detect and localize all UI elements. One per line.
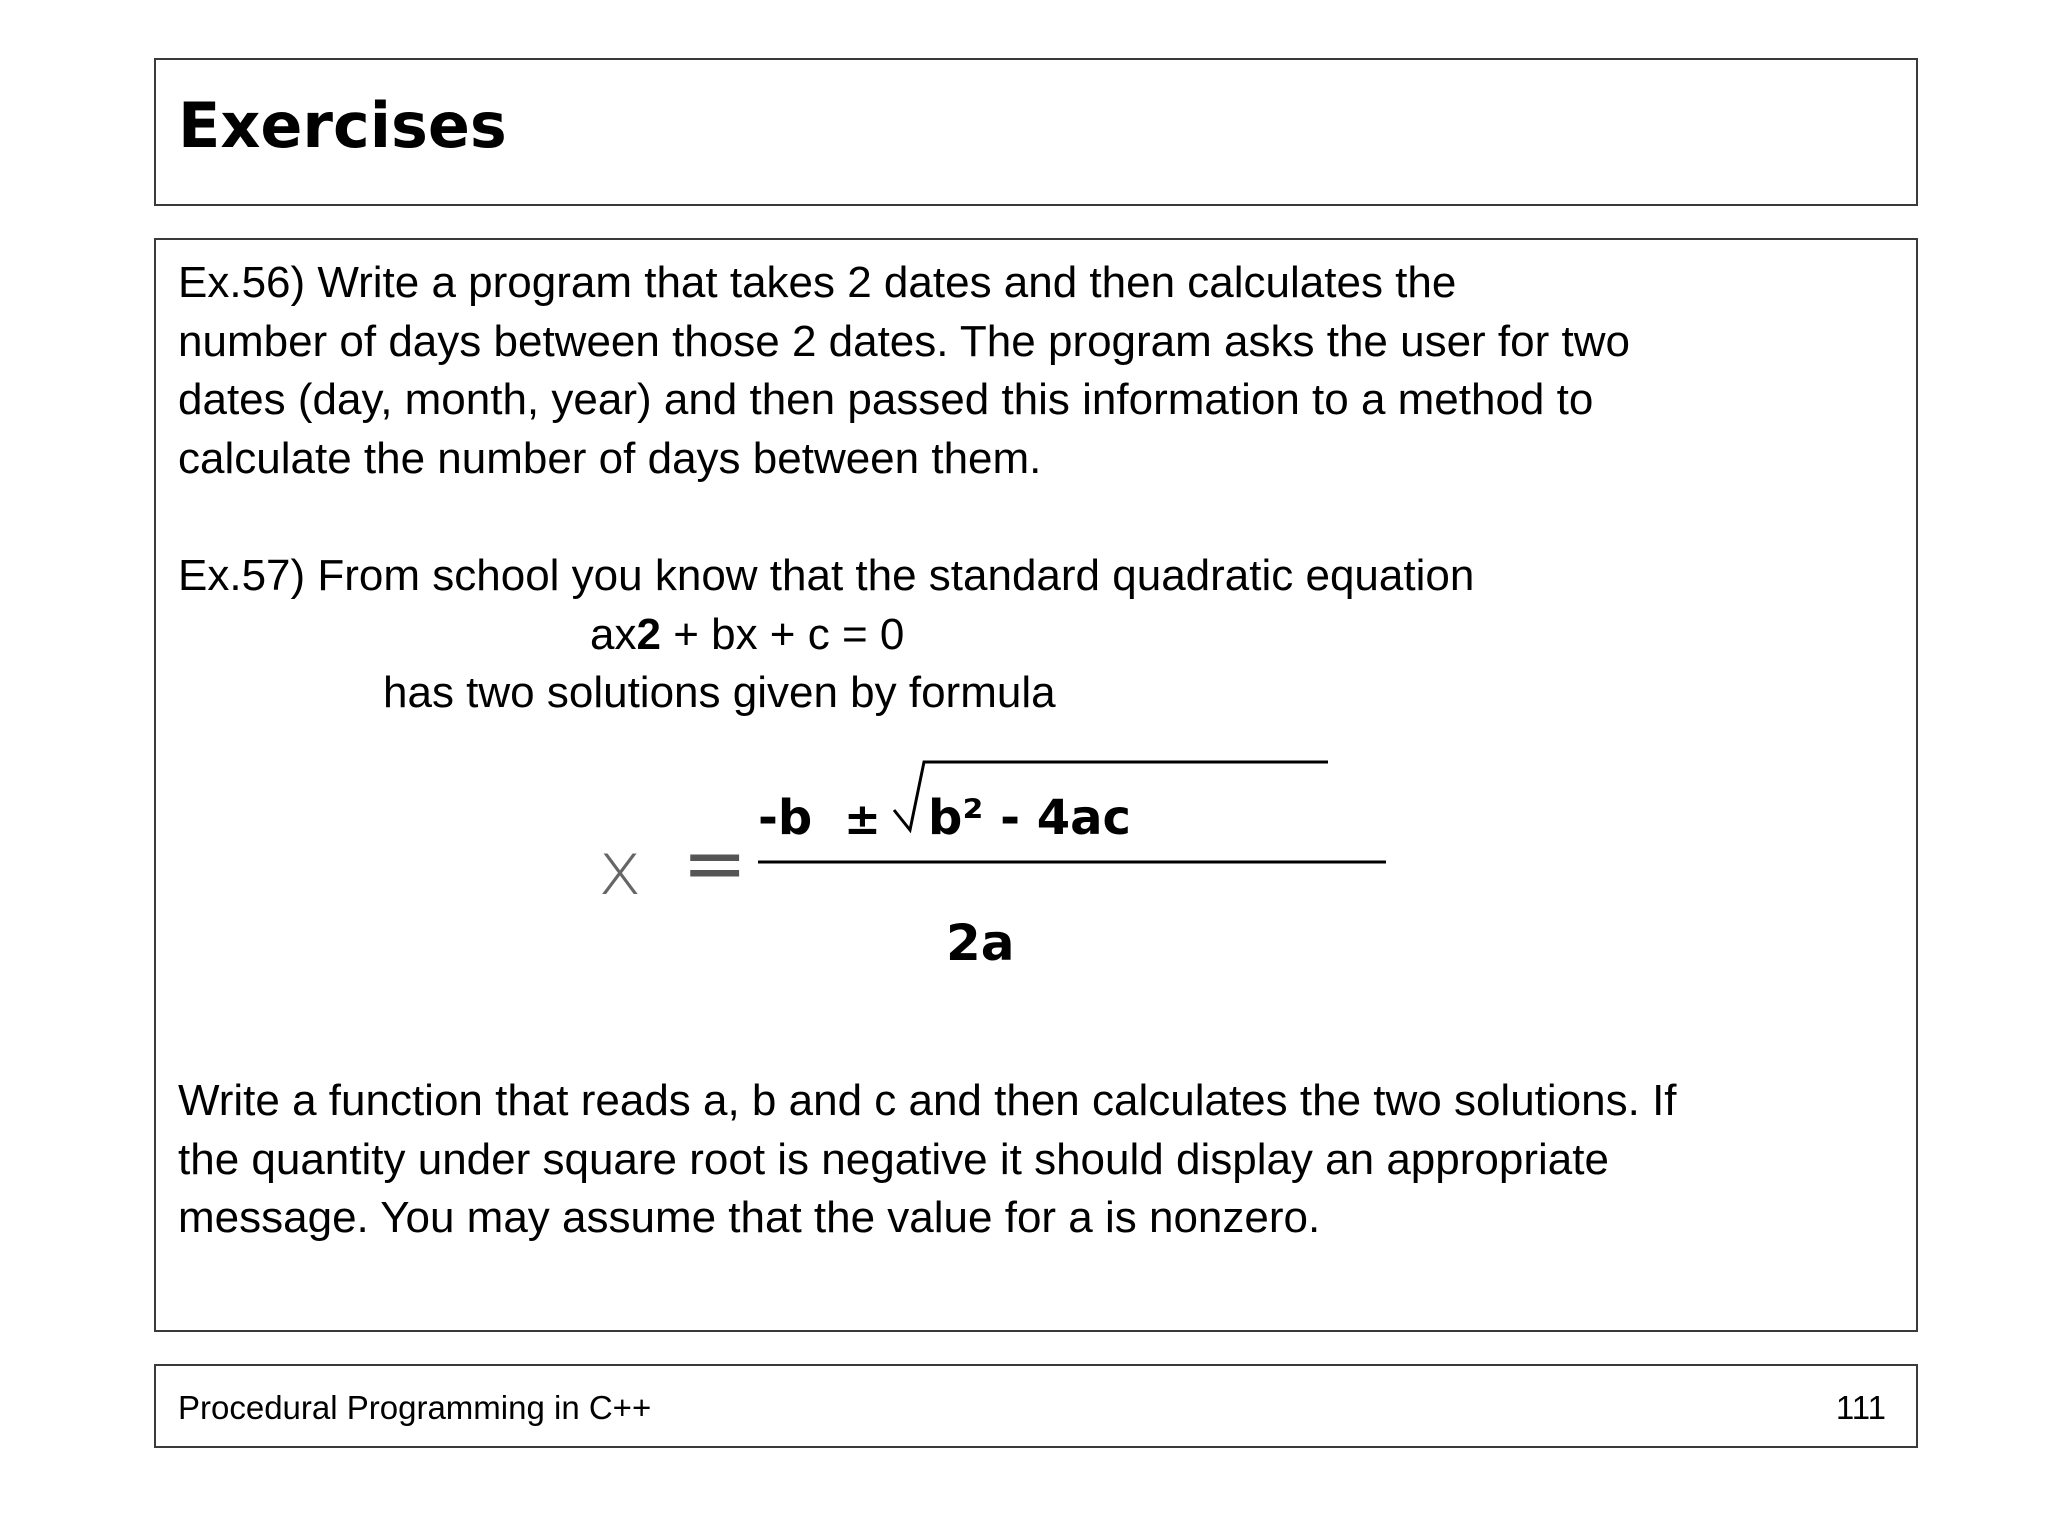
footer-panel xyxy=(154,1364,1918,1448)
quadratic-formula xyxy=(576,740,1396,1000)
ex56-line: calculate the number of days between them. xyxy=(178,433,1042,483)
formula-denominator: 2a xyxy=(946,914,1015,972)
ex56-line: Ex.56) Write a program that takes 2 dates and then calculates the xyxy=(178,258,1457,307)
formula-equals: = xyxy=(682,819,748,909)
content-panel xyxy=(154,238,1918,1332)
exercise-57-task xyxy=(178,1072,1677,1248)
task-line: Write a function that reads a, b and c and then calculates the two solutions. If xyxy=(178,1076,1677,1125)
formula-neg-b: -b xyxy=(758,790,813,846)
page-number: 111 xyxy=(1835,1389,1886,1426)
footer-course-title: Procedural Programming in C++ xyxy=(178,1389,652,1426)
formula-plus-minus: ± xyxy=(844,794,881,845)
formula-radicand: b² - 4ac xyxy=(928,790,1131,846)
exercise-56-text xyxy=(178,254,1630,488)
ex56-line: number of days between those 2 dates. The program asks the user for two xyxy=(178,316,1630,366)
solutions-text: has two solutions given by formula xyxy=(383,668,1056,717)
task-line: the quantity under square root is negative it should display an appropriate xyxy=(178,1134,1609,1184)
equation-rest: + bx + c = 0 xyxy=(660,610,905,659)
quadratic-equation xyxy=(590,606,904,665)
equation-exponent: 2 xyxy=(636,610,661,659)
ex56-line: dates (day, month, year) and then passed this information to a method to xyxy=(178,375,1594,424)
slide-title: Exercises xyxy=(178,89,507,162)
title-panel xyxy=(154,58,1918,206)
formula-lhs: x xyxy=(598,826,642,912)
task-line: message. You may assume that the value for a is nonzero. xyxy=(178,1193,1321,1242)
exercise-57-intro: Ex.57) From school you know that the standard quadratic equation xyxy=(178,551,1475,600)
equation-prefix: ax xyxy=(590,610,637,659)
